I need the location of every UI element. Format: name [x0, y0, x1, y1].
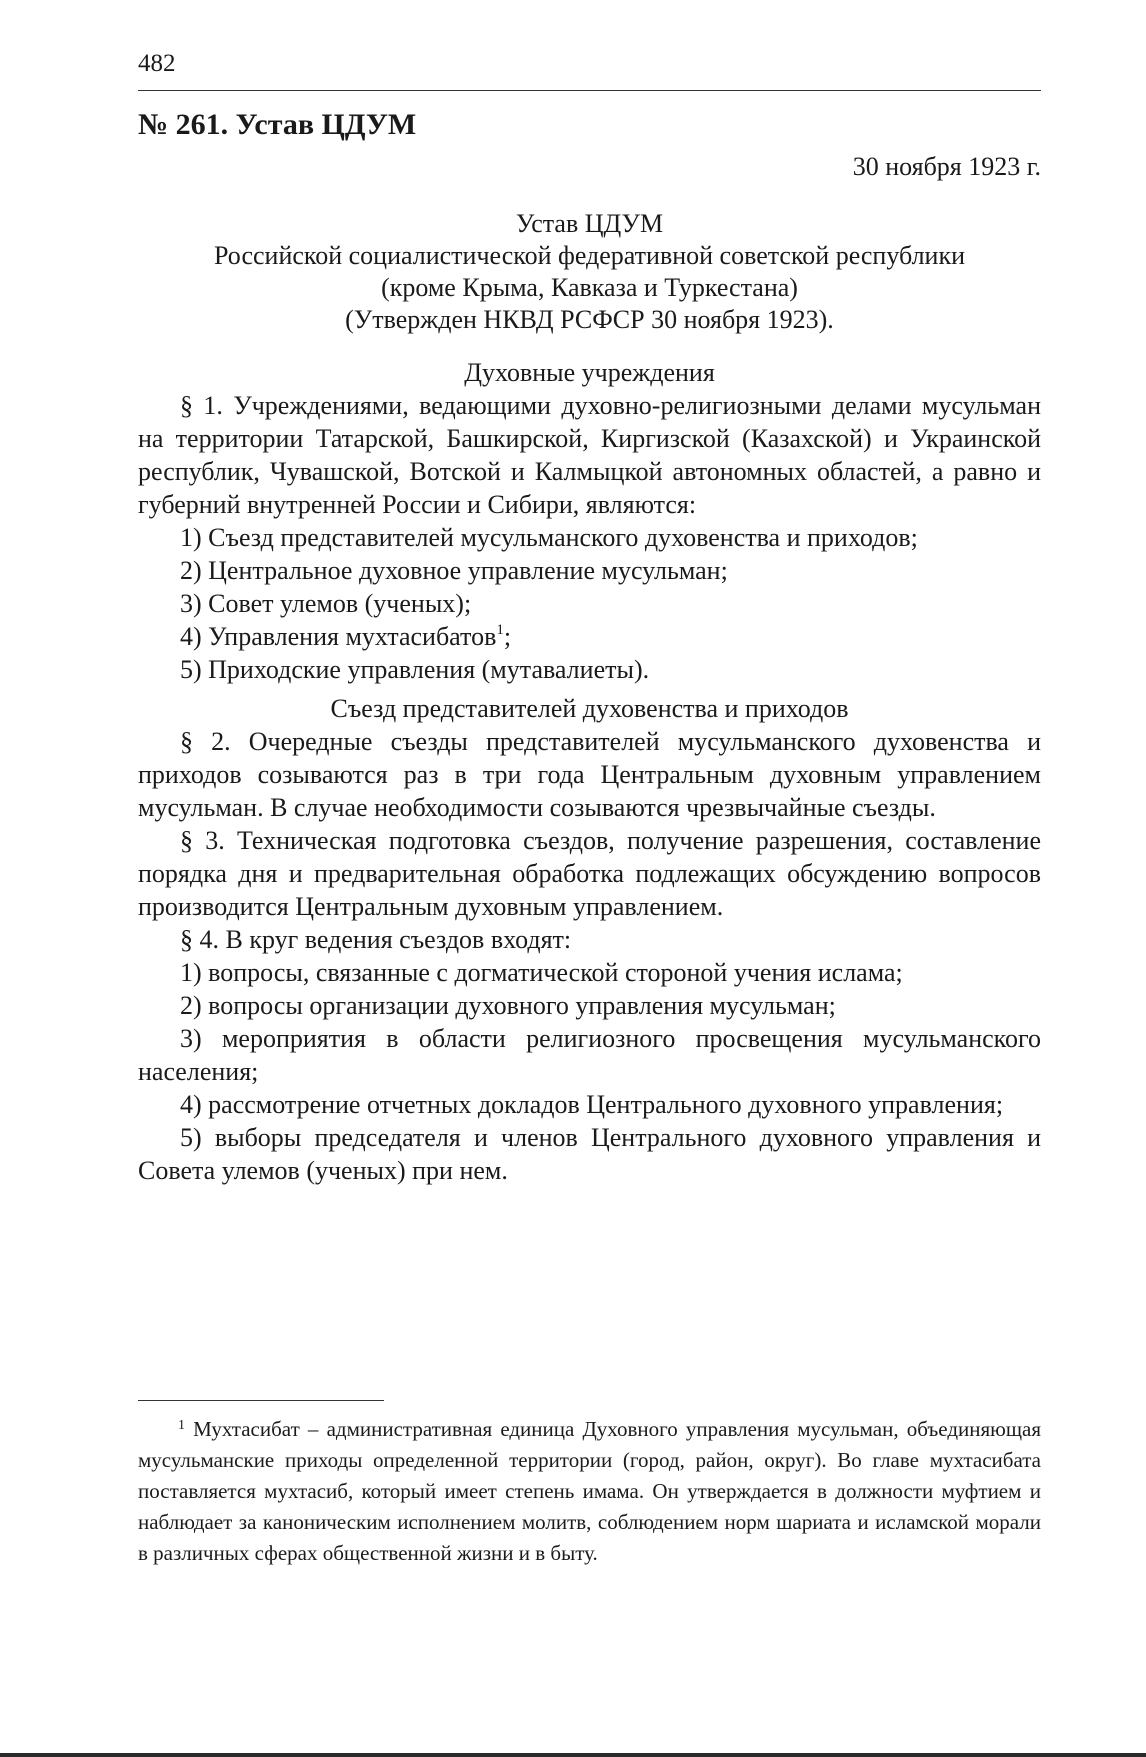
page-number: 482	[138, 50, 176, 77]
paragraph-2: § 2. Очередные съезды представителей мусульманского духовенства и приходов созываются раз в три года Центральным духовным управлением мусульман. В случае необходимости созываются чрезвычайные съезды.	[138, 727, 1041, 822]
list-item: 1) вопросы, связанные с догматической стороной учения ислама;	[180, 958, 903, 987]
list-item: 5) Приходские управления (мутавалиеты).	[180, 655, 650, 684]
list-item-punctuation: ;	[503, 622, 512, 651]
section-heading-congress: Съезд представителей духовенства и приходов	[330, 694, 849, 723]
paragraph-4: § 4. В круг ведения съездов входят:	[180, 925, 572, 954]
footnote-reference[interactable]: 1	[496, 622, 504, 638]
list-item: 5) выборы председателя и членов Центрального духовного управления и Совета улемов (ученых) при нем.	[138, 1123, 1041, 1185]
list-item: 1) Съезд представителей мусульманского духовенства и приходов;	[180, 523, 918, 552]
list-item: 2) Центральное духовное управление мусульман;	[180, 556, 728, 585]
charter-heading-line: (кроме Крыма, Кавказа и Туркестана)	[381, 273, 798, 302]
document-title: № 261. Устав ЦДУМ	[138, 108, 417, 141]
paragraph-1: § 1. Учреждениями, ведающими духовно-религиозными делами мусульман на территории Татарской, Башкирской, Киргизской (Казахской) и Украинской республик, Чувашской, Вотской и Калмыцкой автономных областей, а равно и губерний внутренней России и Сибири, являются:	[138, 391, 1041, 519]
document-body	[138, 356, 1041, 1187]
list-item-text: 4) Управления мухтасибатов	[180, 622, 497, 651]
list-item: 3) Совет улемов (ученых);	[180, 589, 472, 618]
charter-heading-line: (Утвержден НКВД РСФСР 30 ноября 1923).	[345, 305, 834, 334]
footnote-mark: 1	[178, 1418, 185, 1433]
footnote-text: Мухтасибат – административная единица Духовного управления мусульман, объединяющая мусульманские приходы определенной территории (город, район, округ). Во главе мухтасибата поставляется мухтасиб, который имеет степень имама. Он утверждается в должности муфтием и наблюдает за каноническим исполнением молитв, соблюдением норм шариата и исламской морали в различных сферах общественной жизни и в быту.	[138, 1417, 1041, 1565]
list-item: 2) вопросы организации духовного управления мусульман;	[180, 991, 836, 1020]
list-item: 4) рассмотрение отчетных докладов Центрального духовного управления;	[180, 1090, 1004, 1119]
scan-bottom-edge	[0, 1753, 1146, 1757]
list-item	[138, 620, 1041, 653]
footnote-rule	[138, 1400, 384, 1401]
charter-heading-line: Устав ЦДУМ	[515, 209, 664, 238]
document-date: 30 ноября 1923 г.	[852, 152, 1041, 181]
list-item: 3) мероприятия в области религиозного просвещения мусульманского населения;	[138, 1024, 1041, 1086]
charter-heading	[138, 208, 1041, 336]
paragraph-3: § 3. Техническая подготовка съездов, получение разрешения, составление порядка дня и предварительная обработка подлежащих обсуждению вопросов производится Центральным духовным управлением.	[138, 826, 1041, 921]
header-rule	[138, 90, 1041, 91]
section-heading-spiritual-institutions: Духовные учреждения	[464, 358, 715, 387]
charter-heading-line: Российской социалистической федеративной советской республики	[213, 241, 966, 270]
footnote	[138, 1414, 1041, 1569]
